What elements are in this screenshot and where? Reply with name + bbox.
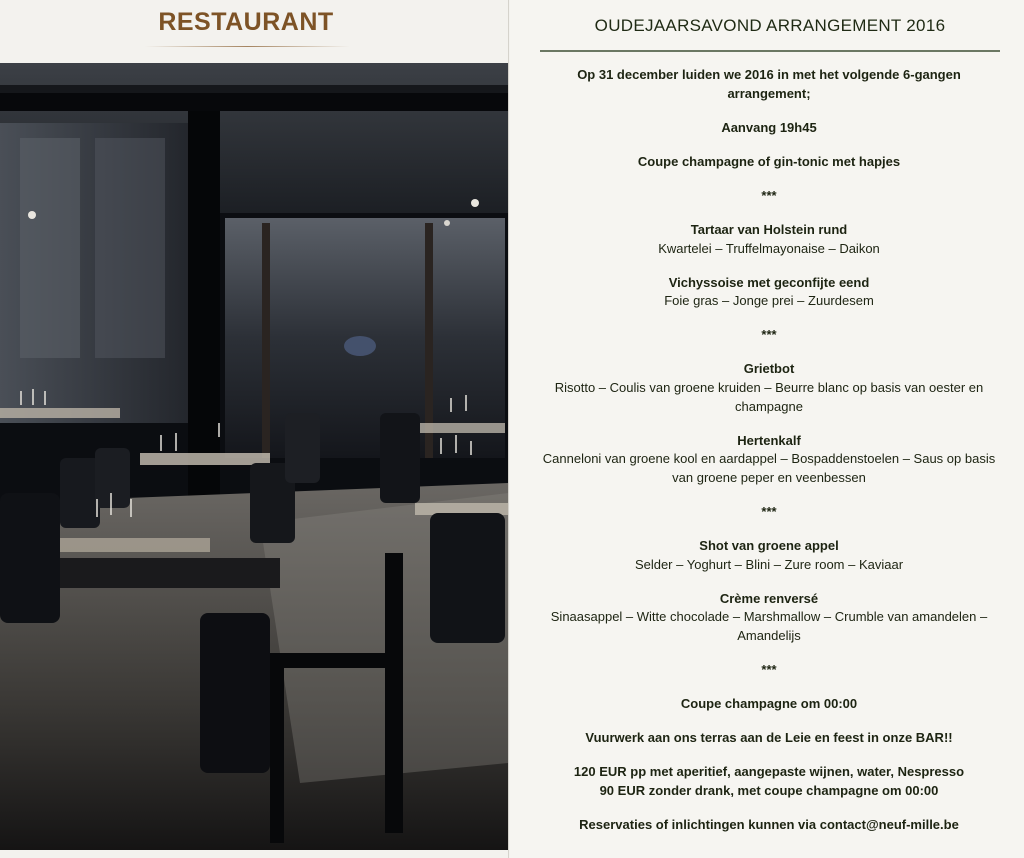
course-description: Foie gras – Jonge prei – Zuurdesem [664, 293, 874, 309]
restaurant-heading: RESTAURANT [158, 8, 334, 36]
arrangement-panel [510, 0, 1024, 858]
course-description: Selder – Yoghurt – Blini – Zure room – Kaviaar [634, 556, 904, 572]
course-title: Shot van groene appel [699, 538, 839, 554]
course-title: Crème renversé [719, 590, 819, 606]
course-title: Tartaar van Holstein rund [690, 221, 848, 237]
menu-text [534, 66, 1004, 835]
start-time: Aanvang 19h45 [721, 119, 817, 135]
separator: *** [761, 504, 777, 519]
course-title: Grietbot [743, 361, 795, 377]
arrangement-title: OUDEJAARSAVOND ARRANGEMENT 2016 [594, 16, 946, 35]
column-divider [508, 0, 509, 858]
left-column [0, 0, 508, 858]
heading-underline [145, 46, 350, 47]
separator: *** [761, 187, 777, 203]
restaurant-dining-room-photo [0, 63, 508, 850]
fireworks-text: Vuurwerk aan ons terras aan de Leie en feest in onze BAR!! [585, 730, 953, 746]
separator: *** [761, 327, 777, 343]
intro-text: Op 31 december luiden we 2016 in met het volgende 6-gangen arrangement; [577, 67, 961, 101]
aperitif: Coupe champagne of gin-tonic met hapjes [637, 153, 901, 169]
course-title: Hertenkalf [737, 432, 801, 448]
course-title: Vichyssoise met geconfijte eend [668, 274, 870, 290]
course-description: Sinaasappel – Witte chocolade – Marshmallow – Crumble van amandelen – Amandelijs [550, 609, 988, 643]
price-line: 90 EUR zonder drank, met coupe champagne om 00:00 [599, 782, 939, 798]
course-description: Risotto – Coulis van groene kruiden – Beurre blanc op basis van oester en champagne [554, 380, 984, 414]
reservation-text: Reservaties of inlichtingen kunnen via contact@neuf-mille.be [579, 817, 959, 833]
course-description: Kwartelei – Truffelmayonaise – Daikon [658, 240, 880, 256]
title-underline [540, 50, 1000, 52]
separator: *** [761, 662, 777, 678]
price-line: 120 EUR pp met aperitief, aangepaste wijnen, water, Nespresso [573, 764, 965, 780]
course-description: Canneloni van groene kool en aardappel – Bospaddenstoelen – Saus op basis van groene peper en veenbessen [542, 451, 996, 485]
midnight-champagne: Coupe champagne om 00:00 [680, 696, 858, 712]
